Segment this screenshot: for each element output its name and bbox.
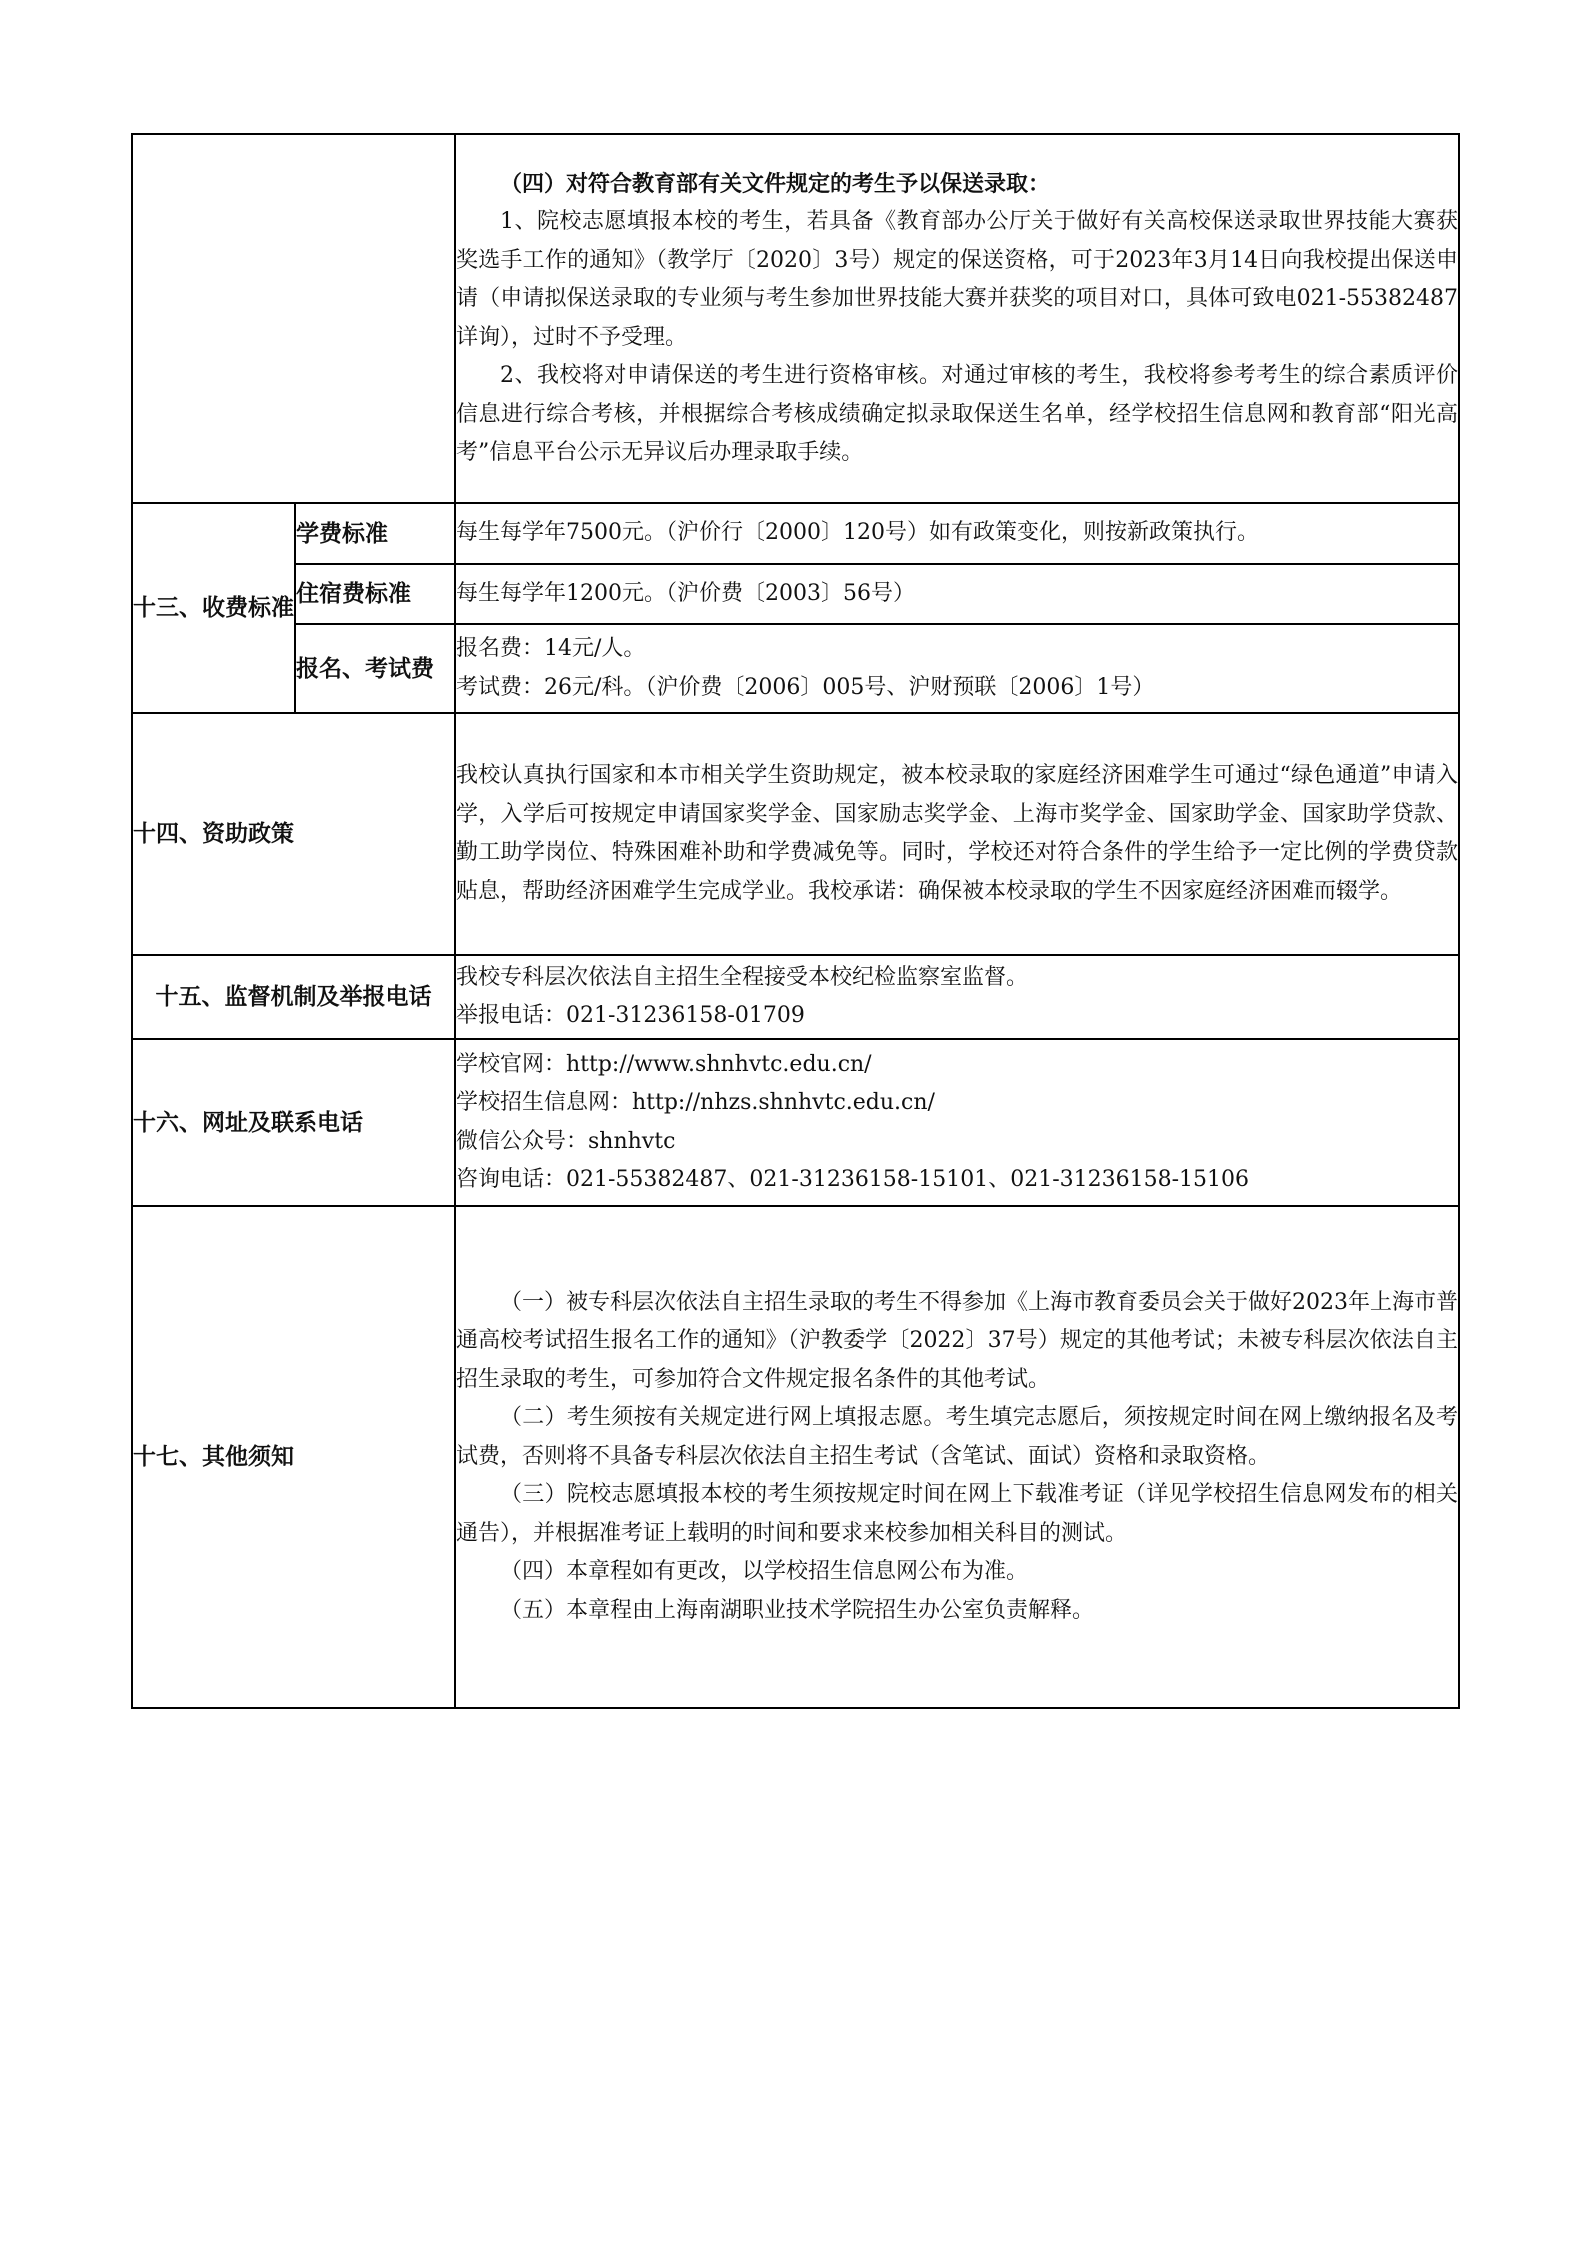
other-note-5: （五）本章程由上海南湖职业技术学院招生办公室负责解释。 [500, 1597, 1095, 1623]
guaranteed-admission-heading: （四）对符合教育部有关文件规定的考生予以保送录取： [500, 170, 1051, 197]
supervision-content [455, 955, 1459, 1039]
tuition-label: 学费标准 [295, 503, 455, 564]
admission-website: 学校招生信息网：http://nhzs.shnhvtc.edu.cn/ [456, 1090, 935, 1115]
other-note-3: （三）院校志愿填报本校的考生须按规定时间在网上下载准考证（详见学校招生信息网发布的相关通告），并根据准考证上载明的时间和要求来校参加相关科目的测试。 [456, 1482, 1458, 1546]
other-note-4: （四）本章程如有更改，以学校招生信息网公布为准。 [500, 1559, 1029, 1585]
financial-aid-content [455, 713, 1459, 955]
other-notes-label: 十七、其他须知 [132, 1206, 455, 1708]
section-12-label-cell [132, 134, 455, 503]
fee-row-exam [132, 624, 1459, 713]
wechat-account: 微信公众号：shnhvtc [456, 1128, 676, 1154]
other-notes-row [132, 1206, 1459, 1708]
other-note-2: （二）考生须按有关规定进行网上填报志愿。考生填完志愿后，须按规定时间在网上缴纳报名及考试费，否则将不具备专科层次依法自主招生考试（含笔试、面试）资格和录取资格。 [456, 1405, 1458, 1469]
section-12-content [455, 134, 1459, 503]
fee-row-accommodation [132, 564, 1459, 624]
consult-phone: 咨询电话：021-55382487、021-31236158-15101、021-31236158-15106 [456, 1167, 1250, 1192]
section-12-continued-row [132, 134, 1459, 503]
tuition-value [455, 503, 1459, 564]
fee-row-tuition [132, 503, 1459, 564]
contact-row [132, 1039, 1459, 1206]
guaranteed-admission-paragraph-2: 2、我校将对申请保送的考生进行资格审核。对通过审核的考生，我校将参考考生的综合素质评价信息进行综合考核，并根据综合考核成绩确定拟录取保送生名单，经学校招生信息网和教育部“阳光高考”信息平台公示无异议后办理录取手续。 [456, 363, 1458, 465]
financial-aid-label: 十四、资助政策 [132, 713, 455, 955]
contact-content [455, 1039, 1459, 1206]
exam-fee-label: 报名、考试费 [295, 624, 455, 713]
accommodation-value [455, 564, 1459, 624]
accommodation-text: 每生每学年1200元。（沪价费〔2003〕56号） [456, 580, 915, 606]
supervision-label: 十五、监督机制及举报电话 [132, 955, 455, 1039]
registration-fee-text: 报名费：14元/人。 [456, 636, 646, 661]
guaranteed-admission-paragraph-1: 1、院校志愿填报本校的考生，若具备《教育部办公厅关于做好有关高校保送录取世界技能大赛获奖选手工作的通知》（教学厅〔2020〕3号）规定的保送资格，可于2023年3月14日向我校提出保送申请（申请拟保送录取的专业须与考生参加世界技能大赛并获奖的项目对口，具体可致电021-55382487详询），过时不予受理。 [456, 209, 1458, 350]
official-website: 学校官网：http://www.shnhvtc.edu.cn/ [456, 1051, 872, 1077]
other-notes-content [455, 1206, 1459, 1708]
exam-fee-text: 考试费：26元/科。（沪价费〔2006〕005号、沪财预联〔2006〕1号） [456, 674, 1155, 700]
admission-charter-table [131, 133, 1460, 1709]
supervision-text: 我校专科层次依法自主招生全程接受本校纪检监察室监督。 [456, 964, 1029, 990]
report-phone: 举报电话：021-31236158-01709 [456, 1003, 805, 1028]
financial-aid-text: 我校认真执行国家和本市相关学生资助规定，被本校录取的家庭经济困难学生可通过“绿色通道”申请入学，入学后可按规定申请国家奖学金、国家励志奖学金、上海市奖学金、国家助学金、国家助学贷款、勤工助学岗位、特殊困难补助和学费减免等。同时，学校还对符合条件的学生给予一定比例的学费贷款贴息，帮助经济困难学生完成学业。我校承诺：确保被本校录取的学生不因家庭经济困难而辍学。 [456, 763, 1458, 904]
contact-label: 十六、网址及联系电话 [132, 1039, 455, 1206]
exam-fee-value [455, 624, 1459, 713]
accommodation-label: 住宿费标准 [295, 564, 455, 624]
financial-aid-row [132, 713, 1459, 955]
supervision-row [132, 955, 1459, 1039]
tuition-text: 每生每学年7500元。（沪价行〔2000〕120号）如有政策变化，则按新政策执行。 [456, 520, 1259, 546]
other-note-1: （一）被专科层次依法自主招生录取的考生不得参加《上海市教育委员会关于做好2023年上海市普通高校考试招生报名工作的通知》（沪教委学〔2022〕37号）规定的其他考试；未被专科层次依法自主招生录取的考生，可参加符合文件规定报名条件的其他考试。 [456, 1289, 1458, 1392]
fee-section-label: 十三、收费标准 [132, 503, 295, 713]
